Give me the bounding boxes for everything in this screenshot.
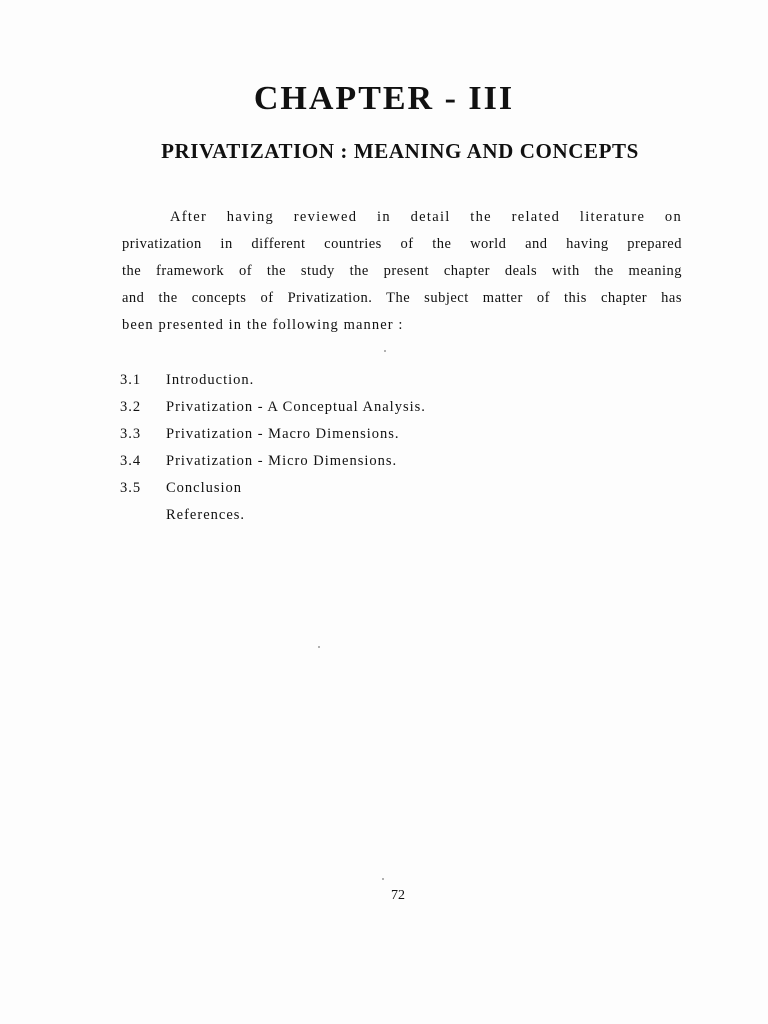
intro-line: been presented in the following manner :	[122, 317, 404, 333]
intro-line: the framework of the study the present chapter deals with the meaning	[122, 263, 682, 279]
contents-item-number: 3.4	[120, 453, 142, 469]
contents-item-title: Privatization - Macro Dimensions.	[166, 426, 400, 442]
contents-item-number: 3.2	[120, 399, 142, 415]
intro-line: and the concepts of Privatization. The subject matter of this chapter has	[122, 290, 682, 306]
contents-item	[120, 475, 620, 502]
contents-item	[120, 448, 620, 475]
contents-item-number	[120, 502, 166, 529]
chapter-subtitle: PRIVATIZATION : MEANING AND CONCEPTS	[161, 139, 639, 163]
contents-item-number: 3.1	[120, 372, 142, 388]
contents-item-number: 3.3	[120, 426, 142, 442]
chapter-contents-list	[120, 367, 620, 529]
intro-line: After having reviewed in detail the related literature on	[170, 209, 682, 225]
contents-item-title: Privatization - Micro Dimensions.	[166, 453, 398, 469]
scan-speck	[318, 646, 320, 648]
contents-item	[120, 421, 620, 448]
contents-item-number: 3.5	[120, 480, 142, 496]
contents-item-title: Privatization - A Conceptual Analysis.	[166, 399, 426, 415]
contents-item-title: Introduction.	[166, 372, 255, 388]
scan-speck	[384, 350, 386, 352]
contents-item	[120, 394, 620, 421]
page-number: 72	[391, 888, 405, 903]
intro-line: privatization in different countries of the world and having prepared	[122, 236, 682, 252]
contents-item	[120, 502, 620, 529]
chapter-heading: CHAPTER - III	[253, 80, 515, 117]
intro-paragraph	[122, 204, 682, 339]
contents-item	[120, 367, 620, 394]
contents-item-title: Conclusion	[166, 480, 243, 496]
scan-speck	[382, 878, 384, 880]
contents-item-title: References.	[166, 507, 246, 523]
